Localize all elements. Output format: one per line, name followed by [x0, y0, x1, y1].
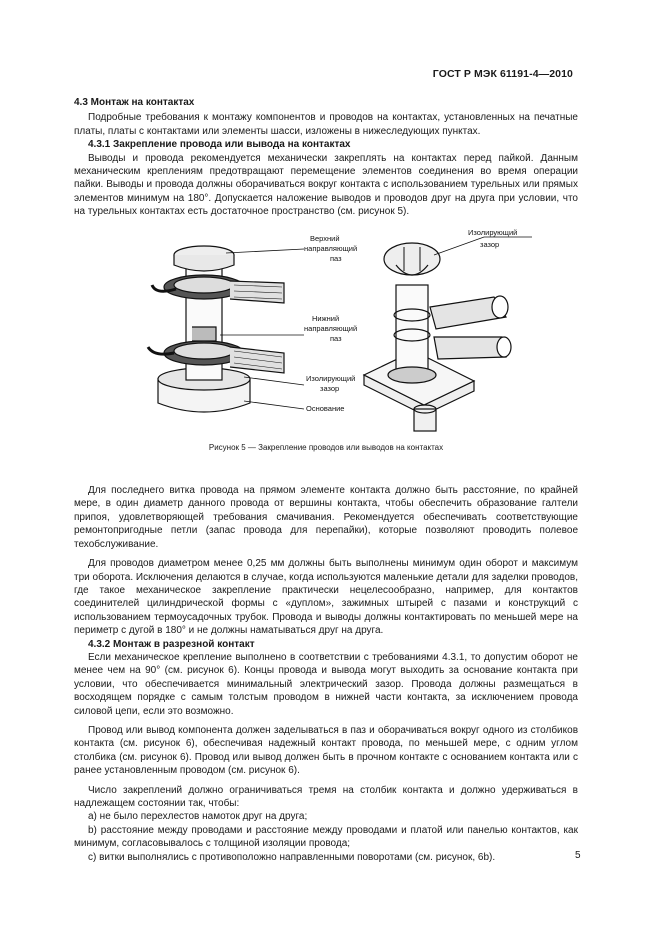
label-gap-left-2: зазор [320, 383, 340, 393]
section-4-3-2-para-3: Число закреплений должно ограничиваться тремя на столбик контакта и должно удерживаться в надлежащем состоянии так, чтобы: [74, 784, 578, 809]
label-gap-right-2: зазор [480, 239, 500, 249]
list-item: b) расстояние между проводами и расстояние между проводами и платой или панелью контактов, как минимум, согласовывалось с толщиной изоляции провода; [74, 824, 578, 850]
label-gap-left-1: Изолирующий [306, 373, 356, 383]
section-4-3-heading: 4.3 Монтаж на контактах [74, 97, 195, 108]
page-number: 5 [575, 850, 581, 861]
figure-5-drawing [134, 225, 534, 433]
section-4-3-1-para-2: Для последнего витка провода на прямом элементе контакта должно быть расстояние, по крайней мере, в один диаметр данного провода от вершины контакта, чтобы обеспечить образование галтели припоя, удовлетворяющей требования смачивания. Рекомендуется обеспечивать соответствующие ремонтопригодные петли (запас провода для перепайки), которые позволяют проводить полевое техобслуживание. [74, 485, 578, 550]
page-content [74, 96, 578, 864]
label-base: Основание [306, 403, 345, 413]
section-4-3-1-para-1: Выводы и провода рекомендуется механически закреплять на контактах перед пайкой. Данным механическим креплениям предотвращают перемещение элементов соединения во время операции пайки. Выводы и провода должны оборачиваться вокруг контакта с использованием турельных или прямых элементов минимум на 180°. Допускается наложение выводов и проводов друг на друга при условии, что на турельных контактах есть достаточное пространство (см. рисунок 5). [74, 152, 578, 218]
label-gap-right-1: Изолирующий [468, 227, 518, 237]
label-upper-slot-2: направляющий [304, 243, 358, 253]
figure-5 [74, 225, 578, 433]
list-item: a) не было перехлестов намоток друг на друга; [88, 811, 308, 823]
figure-5-caption: Рисунок 5 — Закрепление проводов или выводов на контактах [208, 442, 444, 452]
section-4-3-2-para-2: Провод или вывод компонента должен заделываться в паз и оборачиваться вокруг одного из столбиков контакта (см. рисунок 6), обеспечивая надежный контакт провода, по меньшей мере, с одним углом столбика (см. рисунок 6). Провод или вывод должен быть в прочном контакте с основанием контакта или с ранее установленным проводом (см. рисунок 6). [74, 724, 578, 777]
section-4-3-1-heading: 4.3.1 Закрепление провода или вывода на контактах [88, 139, 351, 151]
section-4-3-intro: Подробные требования к монтажу компонентов и проводов на контактах, установленных на печатные платы, платы с контактами или элементы шасси, изложены в нижеследующих пунктах. [74, 112, 578, 137]
list-item: c) витки выполнялись с противоположно направленными поворотами (см. рисунок, 6b). [88, 851, 496, 863]
label-lower-slot-1: Нижний [312, 313, 340, 323]
label-lower-slot-2: направляющий [304, 323, 358, 333]
document-header: ГОСТ Р МЭК 61191-4—2010 [432, 68, 573, 80]
label-lower-slot-3: паз [330, 333, 342, 343]
section-4-3-2-heading: 4.3.2 Монтаж в разрезной контакт [88, 638, 255, 650]
section-4-3-1-para-3: Для проводов диаметром менее 0,25 мм должны быть выполнены минимум один оборот и максимум три оборота. Исключения делаются в случае, когда используются маленькие детали для заделки проводов, где такое механическое закрепление практически нецелесообразно, например, для контактов соединителей цилиндрической формы с «дуплом», зажимных штырей с пазами и конструкций с использованием термоусадочных трубок. Провода и выводы должны контактировать по меньшей мере на периметр с дугой в 180° и не должны наматываться друг на друга. [74, 558, 578, 637]
label-upper-slot-3: паз [330, 253, 342, 263]
section-4-3-2-para-1: Если механическое крепление выполнено в соответствии с требованиями 4.3.1, то допустим оборот не менее чем на 90° (см. рисунок 6). Концы провода и вывода могут выходить за основание контакта при условии, что обеспечивается минимальный электрический зазор. Провода должны размещаться в восходящем порядке с самым толстым проводом в нижней части контакта, за исключением провода силовой цепи, если это возможно. [74, 651, 578, 717]
label-upper-slot-1: Верхний [310, 233, 340, 243]
requirements-list [74, 810, 578, 864]
